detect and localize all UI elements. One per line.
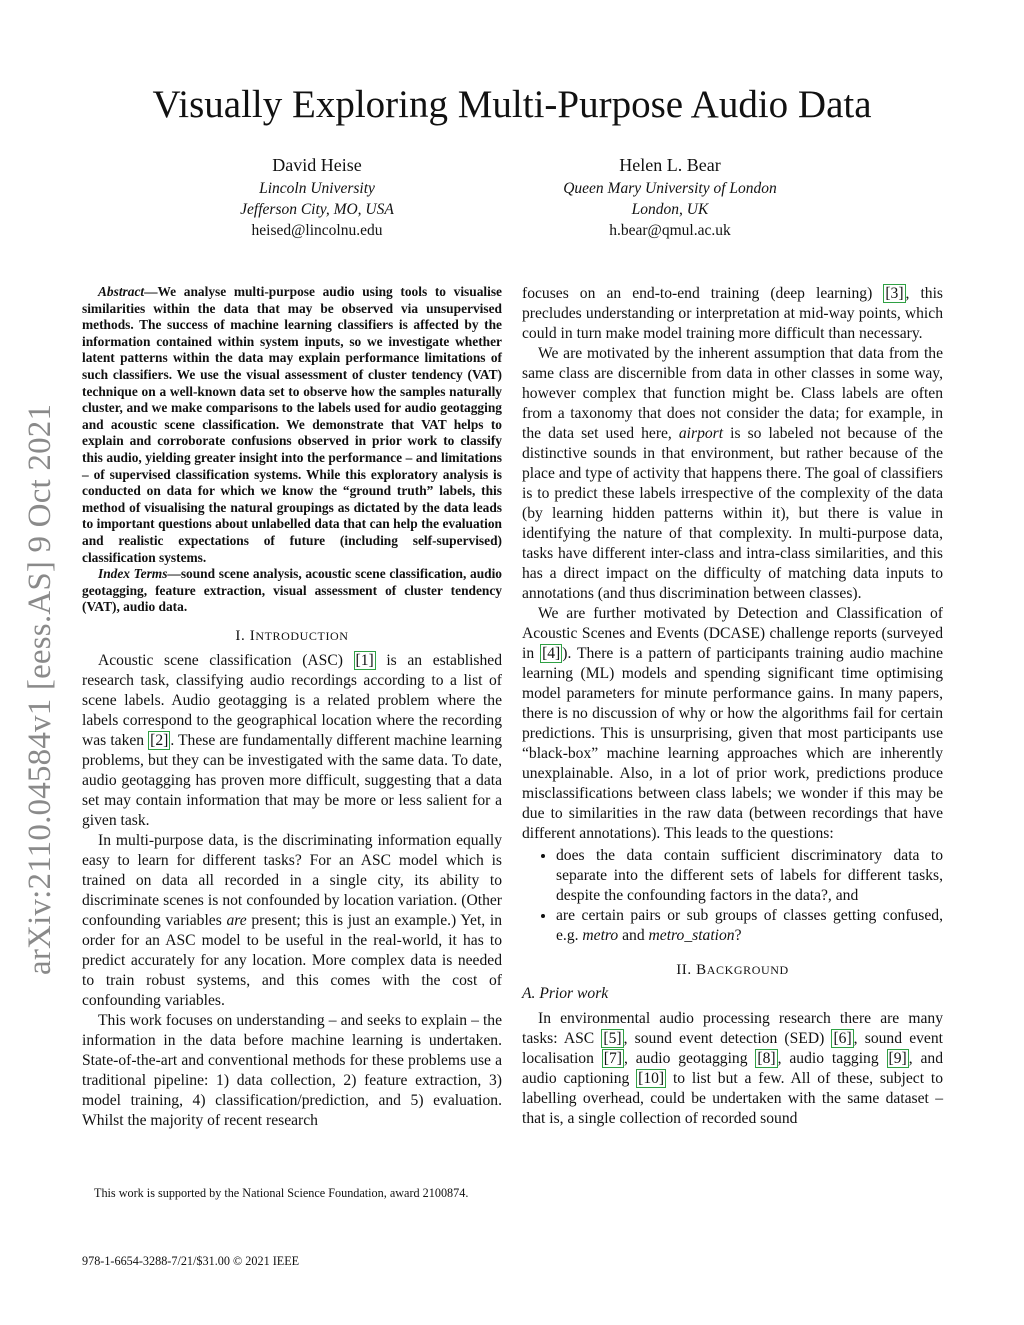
text-run: We are motivated by the inherent assumption that data from the same class are discernible from data in other classes in some way, however complex that function might be. Class labels are often from a taxonomy that does not consider the data; for example, in the data set used here,: [522, 345, 943, 442]
citation-link[interactable]: [10]: [638, 1070, 665, 1087]
text-run: , this precludes understanding or interpretation at mid-way points, which could in turn make model training more difficult than necessary.: [522, 285, 944, 342]
list-item: [556, 906, 943, 946]
intro-paragraph-5: [522, 604, 943, 844]
abstract-dash: —: [144, 284, 158, 299]
author-affiliation: Lincoln University: [259, 180, 375, 197]
text-run: , sound event detection (SED): [623, 1030, 832, 1047]
text-run: In environmental audio processing research there are many tasks: ASC: [522, 1010, 943, 1047]
author-name: David Heise: [272, 155, 362, 175]
emphasis: are: [226, 911, 247, 929]
section-heading-introduction: [82, 628, 502, 645]
citation-link[interactable]: [7]: [603, 1050, 622, 1067]
abstract: [82, 284, 502, 566]
copyright-footer: 978-1-6654-3288-7/21/$31.00 © 2021 IEEE: [82, 1254, 300, 1268]
author-affiliation: Queen Mary University of London: [563, 180, 777, 197]
text-run: In multi-purpose data, is the discriminating information equally easy to learn for different tasks? For an ASC model which is trained on data all recorded in a single city, its ability to discriminate scenes is not confounded by location variation. (Other confounding variables: [82, 831, 502, 929]
arxiv-stamp: arXiv:2110.04584v1 [eess.AS] 9 Oct 2021: [22, 403, 58, 975]
text-run: and: [618, 927, 649, 944]
index-terms-dash: —: [167, 566, 181, 582]
abstract-label: Abstract: [98, 284, 145, 299]
author-email: heised@lincolnu.edu: [251, 222, 383, 239]
intro-paragraph-2: [82, 831, 502, 1011]
text-run: is so labeled not because of the distinctive sounds in that environment, but rather because of the place and type of activity that happens there. The goal of classifiers is to predict these labels irrespective of the complexity of the data (by learning hidden patterns within it), but there is value in identifying the nature of that complexity. In multi-purpose data, tasks have different inter-class and intra-class similarities, and this has a direct impact on the difficulty of matching data inputs to annotations (and thus discrimination between classes).: [522, 425, 943, 602]
abstract-text: We analyse multi-purpose audio using tools to visualise similarities within the data that may be observed via unsupervised methods. The success of machine learning classifiers is affected by the information contained within system inputs, so we investigate whether latent patterns within the data may explain performance limitations of such classifiers. We use the visual assessment of cluster tendency (VAT) technique on a well-known data set to observe how the samples naturally cluster, and we make comparisons to the labels used for audio geotagging and acoustic scene classification. We demonstrate that VAT helps to explain and corroborate confusions observed in prior work to classify this audio, yielding greater insight into the performance – and limitations – of supervised classification systems. While this exploratory analysis is conducted on data for which we know the “ground truth” labels, this method of visualising the natural groupings as dictated by the data leads to important questions about unlabelled data that can help the evaluation and realistic expectations of future (including self-supervised) classification systems.: [82, 284, 502, 565]
text-run: , audio tagging: [777, 1050, 887, 1067]
list-item: • does the data contain sufficient discriminatory data to separate into the different sets of labels for different tasks, despite the confounding factors in the data?, and: [556, 846, 943, 906]
background-paragraph-1: [522, 1009, 943, 1129]
citation-link[interactable]: [1]: [355, 651, 374, 669]
text-run: is an established research task, classifying audio recordings according to a list of scene labels. Audio geotagging is a related problem where the labels correspond to the geographical location where the recording was taken: [82, 651, 502, 749]
emphasis: metro_station: [648, 927, 735, 944]
intro-paragraph-3: This work focuses on understanding – and seeks to explain – the information in the data before machine learning is undertaken. State-of-the-art and conventional methods for these problems use a traditional pipeline: 1) data collection, 2) feature extraction, 3) model training, 4) classification/prediction, and 5) evaluation. Whilst the majority of recent research: [82, 1011, 502, 1129]
section-initial: I: [249, 627, 256, 644]
intro-paragraph-4: [522, 344, 943, 604]
section-initial: B: [696, 962, 707, 978]
questions-list: [522, 846, 943, 946]
subsection-heading-prior-work: A. Prior work: [522, 985, 609, 1002]
citation-link[interactable]: [4]: [542, 645, 561, 662]
author-location: Jefferson City, MO, USA: [240, 201, 394, 218]
emphasis: metro: [582, 927, 619, 944]
left-column: [82, 284, 502, 1131]
emphasis: airport: [678, 425, 724, 442]
author-block-1: [147, 155, 487, 241]
text-run: ?: [734, 927, 742, 944]
funding-footnote: This work is supported by the National Science Foundation, award 2100874.: [94, 1186, 469, 1200]
text-run: to list but a few. All of these, subject to labelling overhead, could be undertaken with the same dataset – that is, a single collection of recorded sound: [522, 1070, 943, 1127]
text-run: ). There is a pattern of participants training audio machine learning (ML) models and spending significant time optimising model parameters for minute performance gains. In many papers, there is no discussion of why or how the algorithms fail for certain predictions. This is unsurprising, given that most participants use “black-box” machine learning approaches which are inherently unexplainable. Also, in a lot of prior work, predictions produce misclassifications between class labels; we wonder if this may be due to similarities in the raw data (between recordings that have different annotations). This leads to the questions:: [522, 645, 944, 842]
right-column: [522, 284, 943, 1129]
text-run: We are further motivated by Detection and Classification of Acoustic Scenes and Events (DCASE) challenge reports (surveyed in: [522, 605, 943, 662]
citation-link[interactable]: [9]: [888, 1050, 907, 1067]
section-number: I.: [235, 627, 250, 644]
index-terms-label: Index Terms: [98, 566, 168, 582]
citation-link[interactable]: [8]: [757, 1050, 776, 1067]
section-number: II.: [676, 962, 697, 978]
text-run: focuses on an end-to-end training (deep learning): [522, 285, 884, 302]
author-block-2: [500, 155, 840, 241]
author-name: Helen L. Bear: [619, 155, 721, 175]
intro-paragraph-1: [82, 651, 502, 831]
text-run: present; this is just an example.) Yet, in order for an ASC model to be useful in the real-world, it has to predict accurately for any location. More complex data is needed to train robust systems, and this comes with the cost of confounding variables.: [82, 911, 502, 1009]
text-run: . These are fundamentally different machine learning problems, but they can be investigated with the same data. To date, audio geotagging has proven more difficult, suggesting that a data set may contain information that may be more or less salient for a given task.: [82, 731, 502, 829]
text-run: , audio geotagging: [623, 1050, 756, 1067]
intro-paragraph-3-continued: [522, 284, 943, 344]
text-run: , sound event localisation: [522, 1030, 943, 1067]
index-terms-text: sound scene analysis, acoustic scene classification, audio geotagging, feature extraction, visual assessment of cluster tendency (VAT), audio data.: [82, 566, 503, 615]
index-terms: [82, 566, 502, 616]
section-heading-background: [522, 962, 943, 979]
author-email: h.bear@qmul.ac.uk: [609, 222, 731, 239]
citation-link[interactable]: [2]: [150, 731, 169, 749]
author-location: London, UK: [631, 201, 709, 218]
paper-title: Visually Exploring Multi-Purpose Audio Data: [152, 83, 872, 126]
text-run: Acoustic scene classification (ASC): [98, 651, 354, 669]
section-smallcaps: ACKGROUND: [706, 963, 789, 977]
section-smallcaps: NTRODUCTION: [255, 628, 349, 643]
citation-link[interactable]: [6]: [833, 1030, 852, 1047]
citation-link[interactable]: [5]: [603, 1030, 622, 1047]
text-run: , and audio captioning: [522, 1050, 944, 1087]
text-run: are certain pairs or sub groups of classes getting confused, e.g.: [556, 907, 943, 944]
citation-link[interactable]: [3]: [885, 285, 904, 302]
